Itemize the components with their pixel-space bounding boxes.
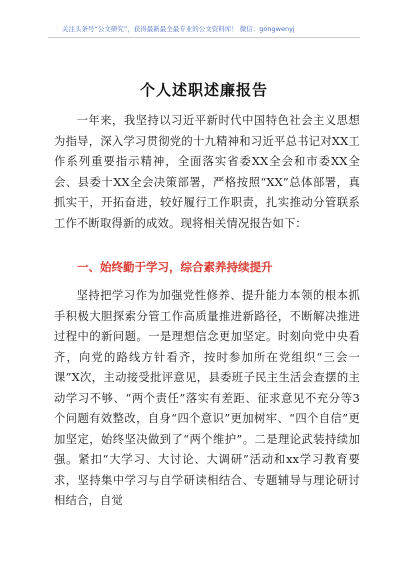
body-paragraph-2: 坚持把学习作为加强党性修养、提升能力本领的根本抓手积极大胆探索分管工作高质量推进新路径，不断解决推进过程中的新问题。一是理想信念更加坚定。时刻向党中央看齐，向党的路线方针看齐，按时参加所在党组织“三会一课”X次，主动接受批评意见，县委班子民主生活会查摆的主动学习不够、“两个责任”落实有差距、征求意见不充分等3个问题有效整改，自身“四个意识”更加树牢、“四个自信”更加坚定，始终坚决做到了“两个维护”。二是理论武装持续加强。紧扣“大学习、大讨论、大调研”活动和xx学习教育要求，坚持集中学习与自学研读相结合、专题辅导与理论研讨相结合，自觉 [54, 289, 360, 507]
header-banner[interactable]: 关注头条号“公文研究”，获得最新最全最专业的公文资料库！ 微信：gongwenyj [62, 25, 295, 33]
document-title: 个人述职述廉报告 [139, 81, 268, 99]
section-heading-1: 一、始终勤于学习，综合素养持续提升 [77, 260, 273, 274]
header-divider [48, 37, 360, 38]
body-paragraph-1: 一年来，我坚持以习近平新时代中国特色社会主义思想为指导，深入学习贯彻党的十九精神和习近平总书记对XX工作系列重要指示精神，全面落实省委XX全会和市委XX全会、县委十XX全会决策部署，严格按照“XX”总体部署，真抓实干，开拓奋进，较好履行工作职责，扎实推动分管联系工作不断取得新的成效。现将相关情况报告如下： [54, 114, 360, 230]
